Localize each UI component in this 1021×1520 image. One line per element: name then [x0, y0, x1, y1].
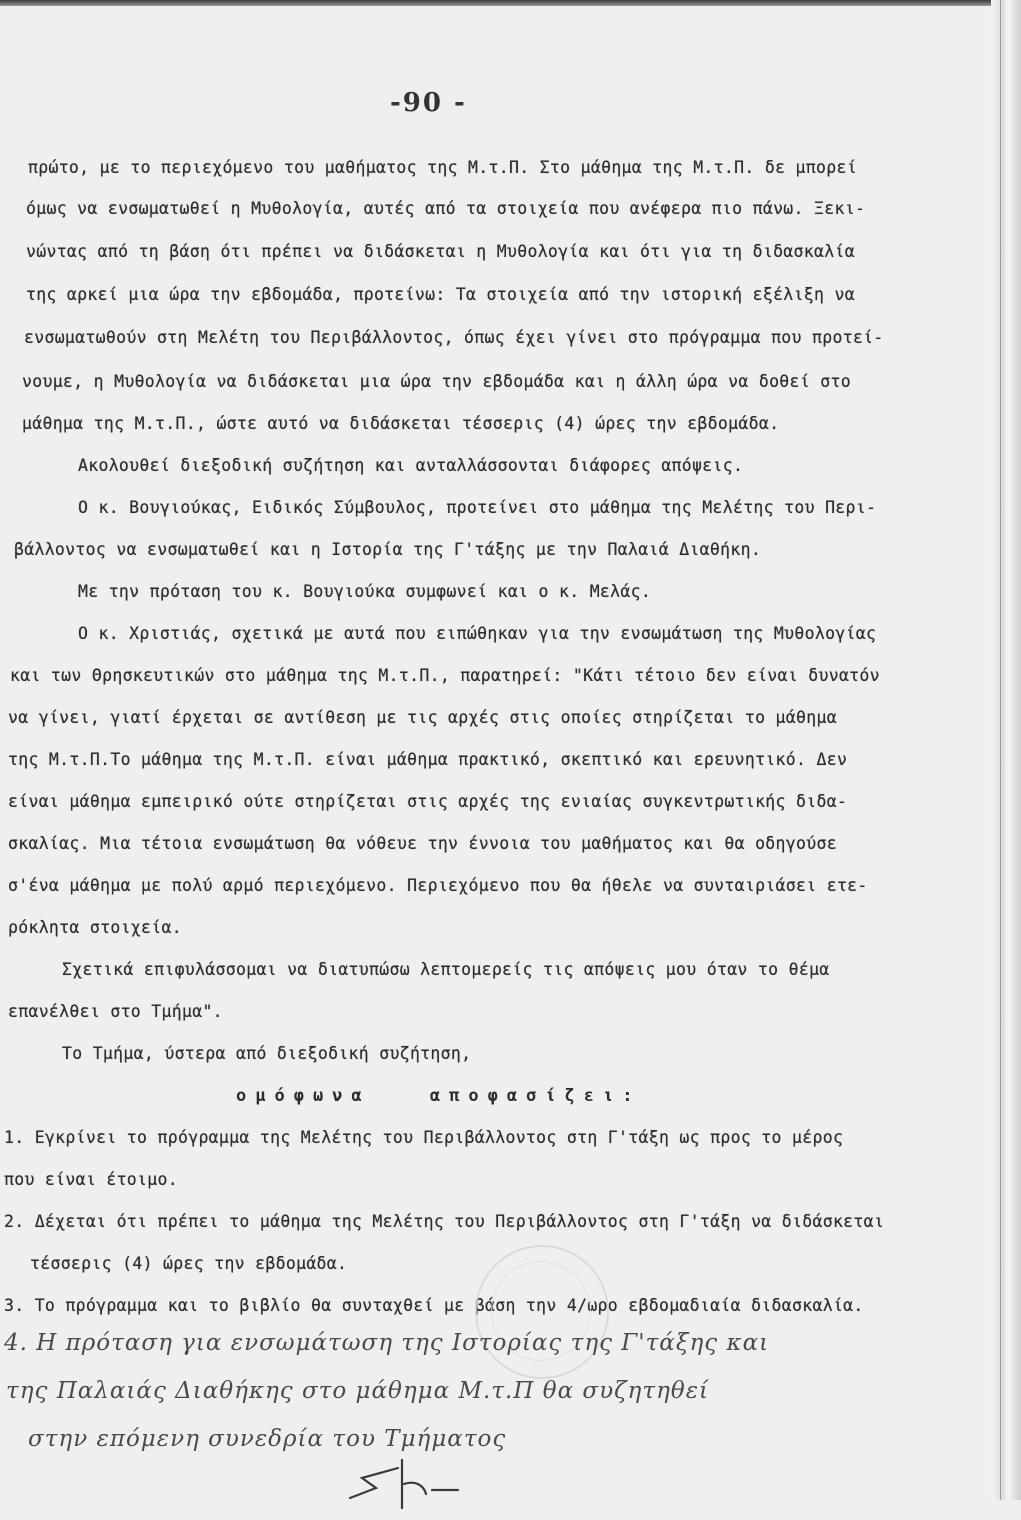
text-line: ρόκλητα στοιχεία. [8, 918, 182, 937]
decision-item: 1. Εγκρίνει το πρόγραμμα της Μελέτης του Περιβάλλοντος στη Γ'τάξη ως προς το μέρος [4, 1128, 844, 1147]
text-line: ενσωματωθούν στη Μελέτη του Περιβάλλοντος, όπως έχει γίνει στο πρόγραμμα που προτεί- [24, 328, 884, 347]
text-line: είναι μάθημα εμπειρικό ούτε στηρίζεται στις αρχές της ενιαίας συγκεντρωτικής διδα- [8, 792, 848, 811]
text-line: νώντας από τη βάση ότι πρέπει να διδάσκεται η Μυθολογία και ότι για τη διδασκαλία [26, 242, 855, 261]
decision-item: 2. Δέχεται ότι πρέπει το μάθημα της Μελέτης του Περιβάλλοντος στη Γ'τάξη να διδάσκεται [4, 1212, 885, 1231]
handwritten-note-line: στην επόμενη συνεδρία του Τμήματος [28, 1426, 507, 1452]
text-line: της αρκεί μια ώρα την εβδομάδα, προτείνω: Τα στοιχεία από την ιστορική εξέλιξη να [26, 285, 855, 304]
resolution-heading: ομόφωνα αποφασίζει: [236, 1086, 642, 1106]
decision-item: τέσσερις (4) ώρες την εβδομάδα. [30, 1254, 348, 1273]
text-line: να γίνει, γιατί έρχεται σε αντίθεση με τις αρχές στις οποίες στηρίζεται το μάθημα [8, 708, 837, 727]
page-border-line [1000, 0, 1001, 1500]
text-line: πρώτο, με το περιεχόμενο του μαθήματος της Μ.τ.Π. Στο μάθημα της Μ.τ.Π. δε μπορεί [28, 158, 857, 177]
text-line: επανέλθει στο Τμήμα". [8, 1002, 223, 1021]
text-line: και των Θρησκευτικών στο μάθημα της Μ.τ.Π., παρατηρεί: "Κάτι τέτοιο δεν είναι δυνατόν [10, 666, 880, 685]
page-number: -90 - [390, 88, 467, 118]
decision-item: 3. Το πρόγραμμα και το βιβλίο θα συνταχθεί με βάση την 4/ωρο εβδομαδιαία διδασκαλία. [4, 1296, 864, 1315]
signature [340, 1450, 480, 1520]
text-line: μάθημα της Μ.τ.Π., ώστε αυτό να διδάσκεται τέσσερις (4) ώρες την εβδομάδα. [22, 414, 780, 433]
text-line: Το Τμήμα, ύστερα από διεξοδική συζήτηση, [62, 1044, 472, 1063]
text-line: Σχετικά επιφυλάσσομαι να διατυπώσω λεπτομερείς τις απόψεις μου όταν το θέμα [62, 960, 830, 979]
text-line: όμως να ενσωματωθεί η Μυθολογία, αυτές από τα στοιχεία που ανέφερα πιο πάνω. Ξεκι- [26, 199, 866, 218]
official-stamp [475, 1245, 609, 1379]
text-line: Ο κ. Βουγιούκας, Ειδικός Σύμβουλος, προτείνει στο μάθημα της Μελέτης του Περι- [78, 498, 877, 517]
decision-item: που είναι έτοιμο. [4, 1170, 178, 1189]
text-line: Ο κ. Χριστιάς, σχετικά με αυτά που ειπώθηκαν για την ενσωμάτωση της Μυθολογίας [78, 624, 877, 643]
handwritten-note-line: 4. Η πρόταση για ενσωμάτωση της Ιστορίας της Γ'τάξης και [4, 1330, 770, 1356]
text-line: σκαλίας. Μια τέτοια ενσωμάτωση θα νόθευε την έννοια του μαθήματος και θα οδηγούσε [8, 834, 837, 853]
text-line: σ'ένα μάθημα με πολύ αρμό περιεχόμενο. Περιεχόμενο που θα ήθελε να συνταιριάσει ετε- [8, 876, 868, 895]
text-line: Ακολουθεί διεξοδική συζήτηση και ανταλλάσσονται διάφορες απόψεις. [78, 456, 744, 475]
text-line: βάλλοντος να ενσωματωθεί και η Ιστορία της Γ'τάξης με την Παλαιά Διαθήκη. [14, 540, 762, 559]
text-line: της Μ.τ.Π.Το μάθημα της Μ.τ.Π. είναι μάθημα πρακτικό, σκεπτικό και ερευνητικό. Δεν [8, 750, 848, 769]
text-line: νουμε, η Μυθολογία να διδάσκεται μια ώρα την εβδομάδα και η άλλη ώρα να δοθεί στο [22, 372, 851, 391]
text-line: Με την πρόταση του κ. Βουγιούκα συμφωνεί και ο κ. Μελάς. [78, 582, 652, 601]
handwritten-note-line: της Παλαιάς Διαθήκης στο μάθημα Μ.τ.Π θα συζητηθεί [6, 1378, 710, 1404]
